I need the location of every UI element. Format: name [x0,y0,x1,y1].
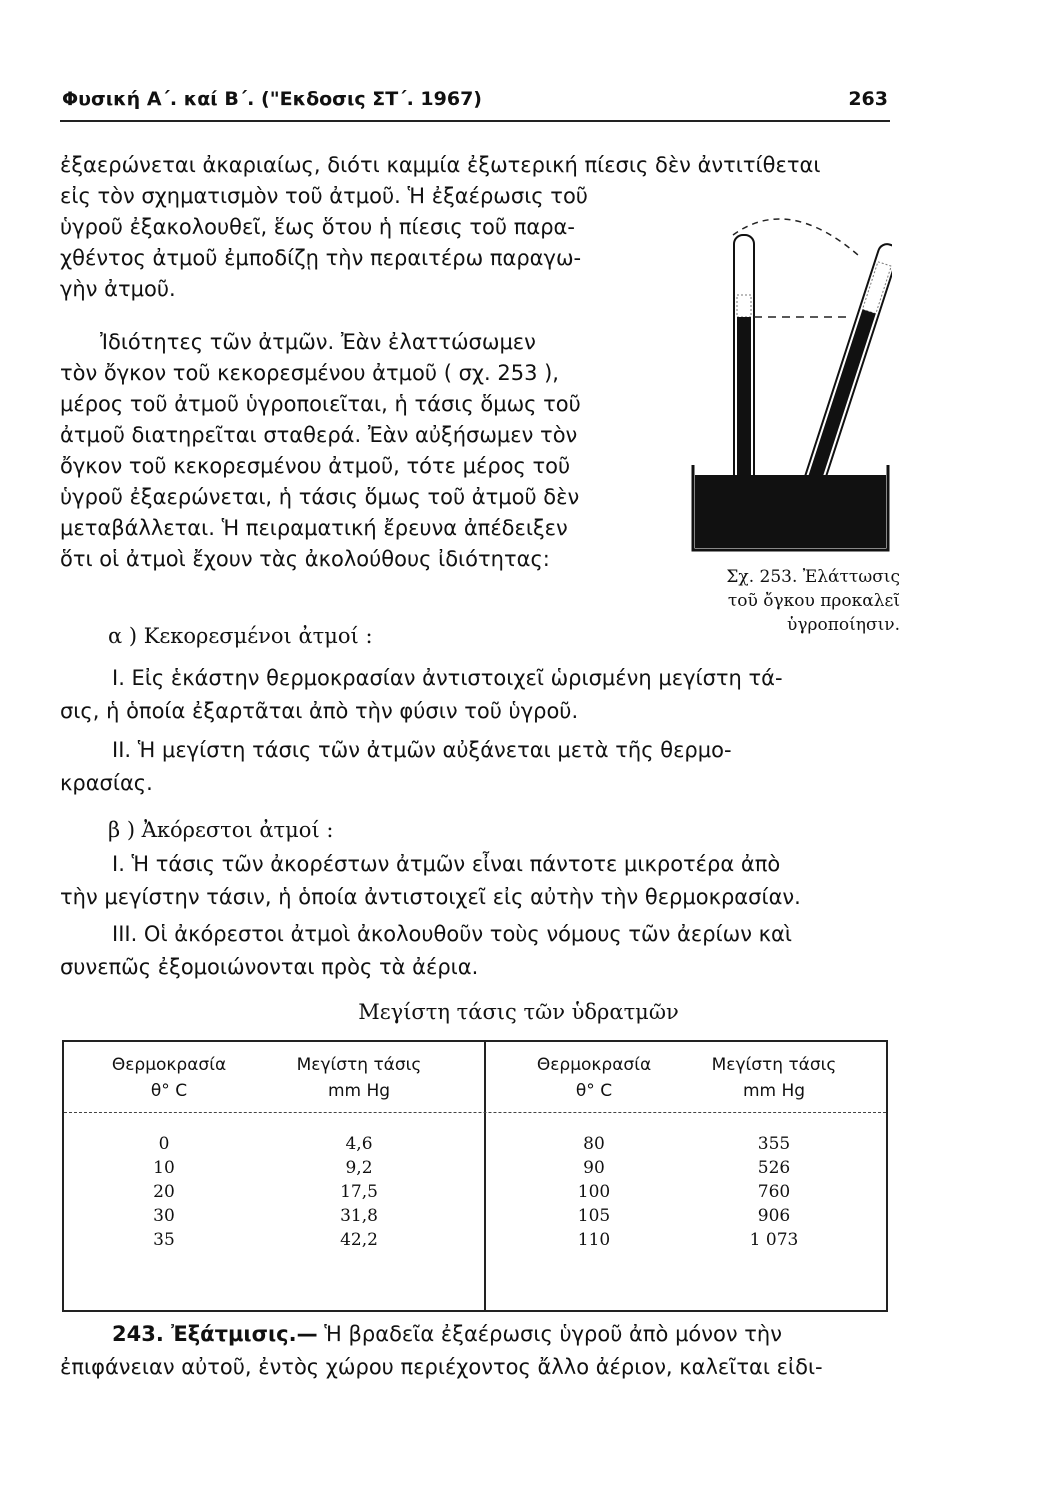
table-cell: 100 [577,1182,611,1202]
page-header [62,88,888,110]
header-text: Μεγίστη τάσις [711,1055,837,1075]
text-line: κρασίας. [60,771,153,795]
inclined-tube [795,242,892,514]
barometer-figure [688,195,892,555]
table-header-cell [279,1052,439,1104]
header-unit: θ° C [150,1081,188,1101]
table-column-pressure-2 [729,1132,819,1252]
table-divider [484,1042,486,1310]
caption-line: τοῦ ὄγκου προκαλεῖ [727,591,900,611]
list-item [60,662,890,728]
text-line: III. Οἱ ἀκόρεστοι ἀτμοὶ ἀκολουθοῦν τοὺς νόμους τῶν ἀερίων καὶ [112,922,792,946]
text-line: II. Ἡ μεγίστη τάσις τῶν ἀτμῶν αὐξάνεται μετὰ τῆς θερμο- [112,738,732,762]
table-cell: 0 [158,1134,170,1154]
table-cell: 90 [583,1158,605,1178]
table-cell: 35 [153,1230,175,1250]
section-a-label: α ) Κεκορεσμένοι ἀτμοί : [108,624,373,648]
text-line: ὅτι οἱ ἀτμοὶ ἔχουν τὰς ἀκολούθους ἰδιότητας: [60,547,550,571]
table-title: Μεγίστη τάσις τῶν ὑδρατμῶν [358,1000,679,1024]
text-line: ὑγροῦ ἐξακολουθεῖ, ἕως ὅτου ἡ πίεσις τοῦ παρα- [60,215,575,239]
section-243 [60,1318,890,1384]
table-cell: 10 [153,1158,175,1178]
table-column-temp-2 [554,1132,634,1252]
table-cell: 30 [153,1206,175,1226]
text-line [60,1318,890,1351]
text-line: ἀτμοῦ διατηρεῖται σταθερά. Ἐὰν αὐξήσωμεν τὸν [60,423,578,447]
header-unit: mm Hg [327,1081,391,1101]
text-line: τὴν μεγίστην τάσιν, ἡ ὁποία ἀντιστοιχεῖ εἰς αὐτὴν τὴν θερμοκρασίαν. [60,885,801,909]
table-cell: 526 [757,1158,791,1178]
text-line: μεταβάλλεται. Ἡ πειραματική ἔρευνα ἀπέδειξεν [60,516,568,540]
section-b-label: β ) Ἀκόρεστοι ἀτμοί : [108,818,334,842]
caption-line: Σχ. 253. Ἐλάττωσις [726,567,900,587]
table-cell: 9,2 [345,1158,373,1178]
table-column-pressure-1 [314,1132,404,1252]
text-line: χθέντος ἀτμοῦ ἐμποδίζῃ τὴν περαιτέρω παραγω- [60,246,582,270]
header-unit: θ° C [575,1081,613,1101]
table-cell: 1 073 [749,1230,799,1250]
table-cell: 355 [757,1134,791,1154]
table-cell: 4,6 [345,1134,373,1154]
table-cell: 17,5 [340,1182,378,1202]
list-item [60,848,890,914]
text-line: μέρος τοῦ ἀτμοῦ ὑγροποιεῖται, ἡ τάσις ὅμως τοῦ [60,392,581,416]
text-line: Ἰδιότητες τῶν ἀτμῶν. Ἐὰν ἐλαττώσωμεν [100,330,536,354]
table-cell: 80 [583,1134,605,1154]
header-text: Μεγίστη τάσις [296,1055,422,1075]
text-line: ὄγκον τοῦ κεκορεσμένου ἀτμοῦ, τότε μέρος τοῦ [60,454,571,478]
page-number: 263 [848,88,888,110]
text-line: τὸν ὄγκον τοῦ κεκορεσμένου ἀτμοῦ ( σχ. 253 ), [60,361,559,385]
table-cell: 110 [577,1230,611,1250]
running-title: Φυσική Α΄. καί Β΄. ("Εκδοσις ΣΤ΄. 1967) [62,88,482,110]
text-line: ὑγροῦ ἐξαερώνεται, ἡ τάσις ὅμως τοῦ ἀτμοῦ δὲν [60,485,580,509]
table-header-cell [519,1052,669,1104]
text-line: συνεπῶς ἐξομοιώνονται πρὸς τὰ ἀέρια. [60,955,479,979]
text-line: I. Εἰς ἑκάστην θερμοκρασίαν ἀντιστοιχεῖ ὡρισμένη μεγίστη τά- [112,666,783,690]
text-line: I. Ἡ τάσις τῶν ἀκορέστων ἀτμῶν εἶναι πάντοτε μικροτέρα ἀπὸ [112,852,781,876]
section-heading: 243. Ἐξάτμισις.— [112,1322,318,1346]
list-item [60,734,890,800]
table-cell: 31,8 [340,1206,378,1226]
table-cell: 42,2 [340,1230,378,1250]
header-rule [60,120,890,122]
figure-caption [660,565,900,637]
table-cell: 906 [757,1206,791,1226]
text-run: Ἡ βραδεῖα ἐξαέρωσις ὑγροῦ ἀπὸ μόνον τὴν [317,1322,782,1346]
header-text: Θερμοκρασία [111,1055,227,1075]
vapor-pressure-table [62,1040,888,1312]
table-cell: 105 [577,1206,611,1226]
table-header-cell [689,1052,859,1104]
text-line: σις, ἡ ὁποία ἐξαρτᾶται ἀπὸ τὴν φύσιν τοῦ ὑγροῦ. [60,699,579,723]
list-item [60,918,890,984]
text-line: γὴν ἀτμοῦ. [60,277,176,301]
text-line: εἰς τὸν σχηματισμὸν τοῦ ἀτμοῦ. Ἡ ἐξαέρωσις τοῦ [60,184,588,208]
table-header-cell [94,1052,244,1104]
text-line: ἐξαερώνεται ἀκαριαίως, διότι καμμία ἐξωτερική πίεσις δὲν ἀντιτίθεται [60,153,821,177]
text-line: ἐπιφάνειαν αὐτοῦ, ἐντὸς χώρου περιέχοντος ἄλλο ἀέριον, καλεῖται εἰδι- [60,1355,823,1379]
mercury-basin [695,475,886,548]
table-cell: 760 [757,1182,791,1202]
table-column-temp-1 [124,1132,204,1252]
caption-line: ὑγροποίησιν. [787,615,900,635]
header-separator [64,1112,886,1113]
header-unit: mm Hg [742,1081,806,1101]
header-text: Θερμοκρασία [536,1055,652,1075]
table-cell: 20 [153,1182,175,1202]
